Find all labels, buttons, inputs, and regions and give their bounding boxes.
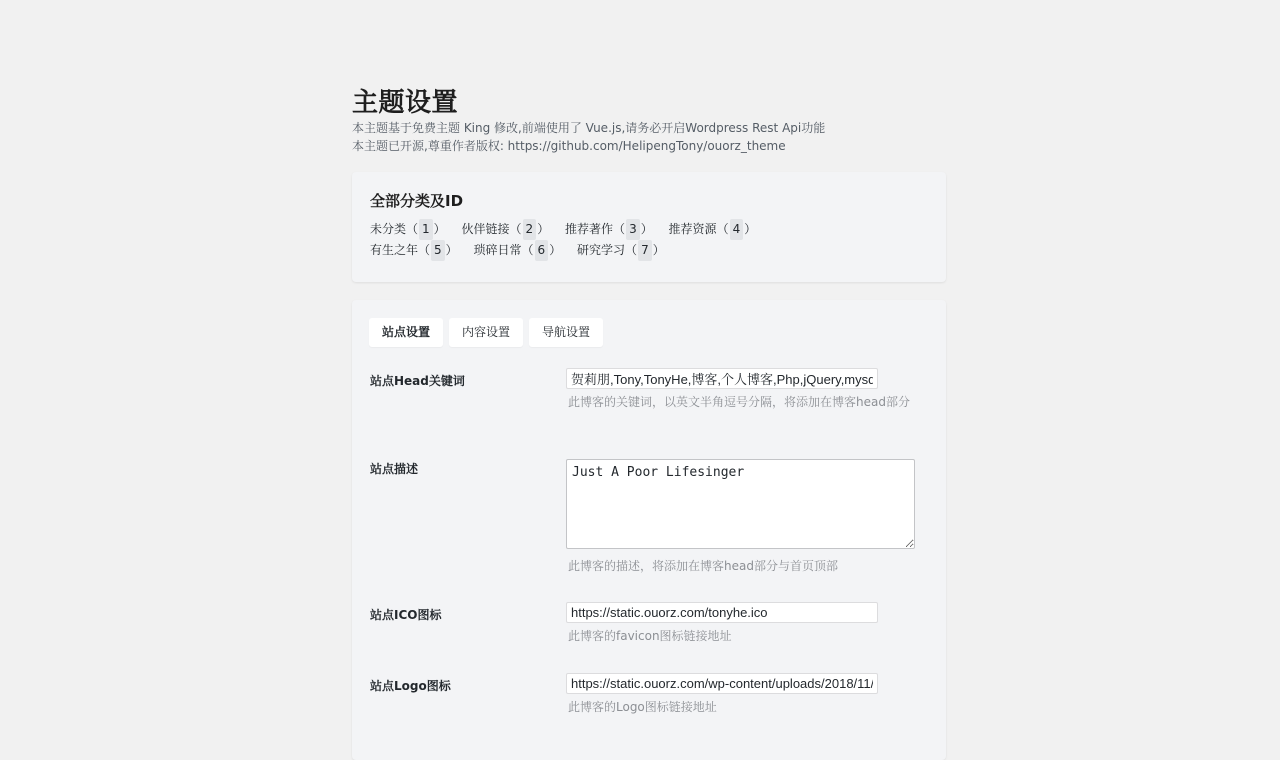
category-id: 2 — [523, 219, 537, 240]
logo-label: 站点Logo图标 — [370, 679, 451, 693]
keywords-input[interactable] — [566, 368, 878, 389]
keywords-label: 站点Head关键词 — [370, 374, 465, 388]
ico-help: 此博客的favicon图标链接地址 — [568, 629, 732, 643]
settings-card — [352, 300, 946, 760]
category-item: 未分类（ 1 ） — [370, 219, 446, 240]
tab-site-settings[interactable]: 站点设置 — [369, 318, 443, 347]
ico-input[interactable] — [566, 602, 878, 623]
categories-title: 全部分类及ID — [370, 192, 464, 210]
category-id: 6 — [535, 240, 549, 261]
category-id: 4 — [730, 219, 744, 240]
category-id: 1 — [419, 219, 433, 240]
category-item: 伙伴链接（ 2 ） — [462, 219, 550, 240]
ico-label: 站点ICO图标 — [370, 608, 442, 622]
category-item: 推荐著作（ 3 ） — [565, 219, 653, 240]
categories-list — [370, 219, 870, 261]
logo-input[interactable] — [566, 673, 878, 694]
description-help: 此博客的描述，将添加在博客head部分与首页顶部 — [568, 559, 838, 573]
category-item: 研究学习（ 7 ） — [577, 240, 665, 261]
description-textarea[interactable] — [566, 459, 915, 549]
tab-content-settings[interactable]: 内容设置 — [449, 318, 523, 347]
tab-navigation-settings[interactable]: 导航设置 — [529, 318, 603, 347]
category-id: 7 — [638, 240, 652, 261]
category-id: 3 — [626, 219, 640, 240]
theme-description: 本主题基于免费主题 King 修改,前端使用了 Vue.js,请务必开启Wordpress Rest Api功能 — [352, 121, 826, 135]
page-title: 主题设置 — [352, 88, 459, 118]
keywords-help: 此博客的关键词，以英文半角逗号分隔，将添加在博客head部分 — [568, 395, 910, 409]
description-label: 站点描述 — [370, 462, 419, 476]
category-item: 琐碎日常（ 6 ） — [474, 240, 562, 261]
settings-tabs — [369, 318, 609, 347]
category-item: 有生之年（ 5 ） — [370, 240, 458, 261]
categories-card — [352, 172, 946, 282]
category-id: 5 — [431, 240, 445, 261]
category-item: 推荐资源（ 4 ） — [669, 219, 757, 240]
theme-source-note: 本主题已开源,尊重作者版权: https://github.com/HelipengTony/ouorz_theme — [352, 139, 786, 153]
logo-help: 此博客的Logo图标链接地址 — [568, 700, 717, 714]
